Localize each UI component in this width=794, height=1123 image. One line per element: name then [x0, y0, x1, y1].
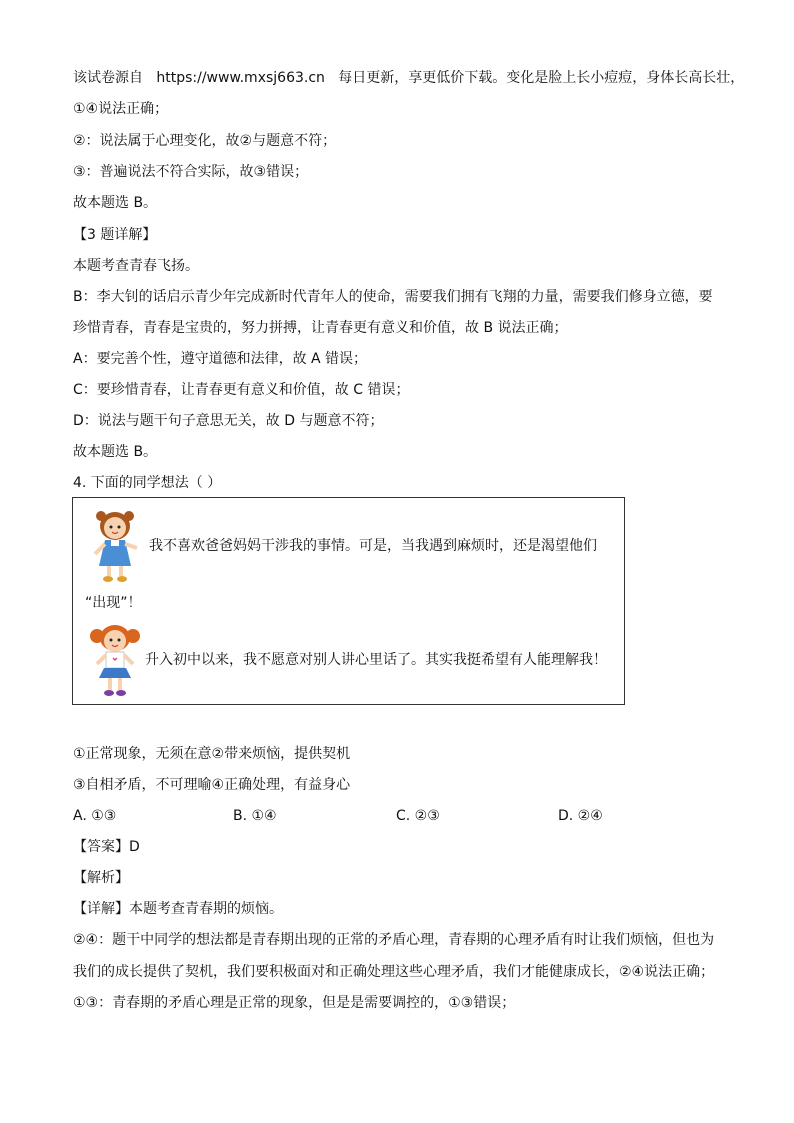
explain-line-2: 我们的成长提供了契机，我们要积极面对和正确处理这些心理矛盾，我们才能健康成长，②④说法正确； [73, 964, 715, 980]
bubble-2-text: 升入初中以来，我不愿意对别人讲心里话了。其实我挺希望有人能理解我！ [145, 652, 607, 668]
girl-2-illustration [87, 622, 147, 698]
q3-heading: 【3 题详解】 [73, 227, 157, 243]
analysis-heading: 【解析】 [73, 870, 129, 886]
option-d[interactable]: D. ②④ [558, 808, 603, 824]
q3-line-4: A：要完善个性，遵守道德和法律，故 A 错误； [73, 351, 368, 367]
q3-line-7: 故本题选 B。 [73, 444, 158, 460]
explain-line-3: ①③：青春期的矛盾心理是正常的现象，但是是需要调控的，①③错误； [73, 995, 516, 1011]
header-line [73, 68, 744, 88]
q4-statements-line-2: ③自相矛盾，不可理喻④正确处理，有益身心 [73, 777, 351, 793]
q3-line-5: C：要珍惜青春，让青春更有意义和价值，故 C 错误； [73, 382, 410, 398]
source-url[interactable]: https://www.mxsj663.cn [156, 70, 325, 86]
q4-illustration-box [72, 497, 625, 705]
option-b[interactable]: B. ①④ [233, 808, 277, 824]
bubble-1-continuation: “出现”！ [85, 595, 142, 611]
option-a[interactable]: A. ①③ [73, 808, 117, 824]
q3-line-3: 珍惜青春，青春是宝贵的，努力拼搏，让青春更有意义和价值，故 B 说法正确； [73, 320, 568, 336]
q3-line-1: 本题考查青春飞扬。 [73, 258, 199, 274]
explain-line-1: ②④：题干中同学的想法都是青春期出现的正常的矛盾心理，青春期的心理矛盾有时让我们烦恼，但也为 [73, 932, 715, 948]
q3-line-2: B：李大钊的话启示青少年完成新时代青年人的使命，需要我们拥有飞翔的力量，需要我们修身立德，要 [73, 289, 713, 305]
promo-text: 每日更新，享更低价下载。 [338, 70, 507, 86]
answer-line: 【答案】D [73, 839, 140, 855]
q2-analysis-line-4: 故本题选 B。 [73, 195, 158, 211]
option-c[interactable]: C. ②③ [396, 808, 440, 824]
q4-statements-line-1: ①正常现象，无须在意②带来烦恼，提供契机 [73, 746, 351, 762]
q3-line-6: D：说法与题干句子意思无关，故 D 与题意不符； [73, 413, 384, 429]
q2-analysis-line-3: ③：普遍说法不符合实际，故③错误； [73, 164, 309, 180]
q4-stem: 4. 下面的同学想法（ ） [73, 475, 222, 491]
source-label: 该试卷源自 [73, 70, 143, 86]
q2-analysis-line-2: ②：说法属于心理变化，故②与题意不符； [73, 133, 337, 149]
girl-1-illustration [87, 508, 147, 584]
bubble-1-text: 我不喜欢爸爸妈妈干涉我的事情。可是，当我遇到麻烦时，还是渴望他们 [149, 538, 597, 554]
header-text: 变化是脸上长小痘痘，身体长高长壮， [506, 70, 745, 86]
q2-analysis-line-1: ①④说法正确； [73, 101, 169, 117]
detail-line: 【详解】本题考查青春期的烦恼。 [73, 901, 283, 917]
